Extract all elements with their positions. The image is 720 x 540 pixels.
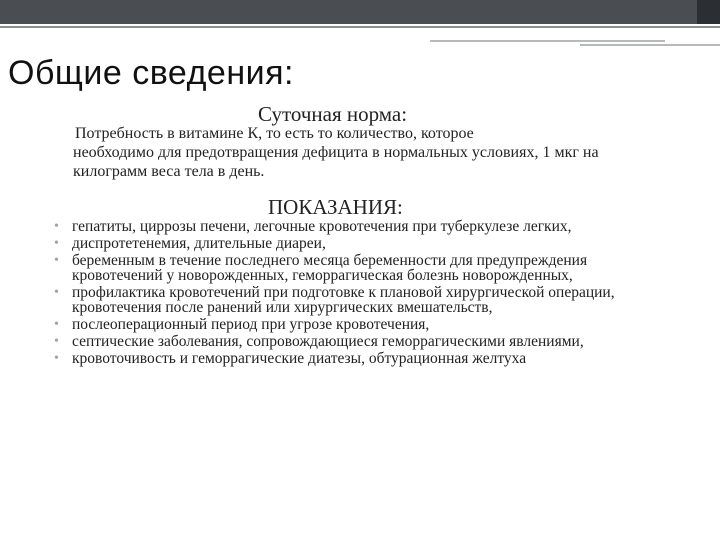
top-bar-corner <box>697 0 720 24</box>
bullet-icon: • <box>54 334 59 349</box>
list-item-text: гепатиты, циррозы печени, легочные кровотечения при туберкулезе легких, <box>72 218 572 235</box>
top-rule <box>0 26 720 28</box>
daily-norm-paragraph <box>73 124 633 181</box>
list-item <box>52 236 662 251</box>
list-item-text: беременным в течение последнего месяца беременности для предупреждения кровотечений у новорожденных, геморрагическая болезнь новорожденных, <box>72 252 588 284</box>
accent-line-1 <box>430 40 665 42</box>
list-item-text: профилактика кровотечений при подготовке к плановой хирургической операции, кровотечения после ранений или хирургических вмешательств, <box>72 284 615 316</box>
indications-heading: ПОКАЗАНИЯ: <box>268 195 403 219</box>
top-bar <box>0 0 720 24</box>
bullet-icon: • <box>54 285 59 300</box>
list-item-text: кровоточивость и геморрагические диатезы, обтурационная желтуха <box>72 350 527 367</box>
list-item <box>52 285 662 315</box>
list-item <box>52 351 662 366</box>
list-item-text: диспротетенемия, длительные диареи, <box>72 235 326 252</box>
accent-line-2 <box>580 44 720 46</box>
bullet-icon: • <box>54 253 59 268</box>
list-item-text: послеоперационный период при угрозе кровотечения, <box>72 316 430 333</box>
paragraph-line-1: Потребность в витамине К, то есть то количество, которое <box>75 125 474 142</box>
bullet-icon: • <box>54 351 59 366</box>
paragraph-rest: необходимо для предотвращения дефицита в нормальных условиях, 1 мкг на килограмм веса тела в день. <box>73 144 599 180</box>
list-item <box>52 317 662 332</box>
daily-norm-heading: Суточная норма: <box>258 102 408 126</box>
list-item-text: септические заболевания, сопровождающиеся геморрагическими явлениями, <box>72 333 584 350</box>
list-item <box>52 334 662 349</box>
bullet-icon: • <box>54 219 59 234</box>
slide-title: Общие сведения: <box>8 54 294 92</box>
bullet-icon: • <box>54 236 59 251</box>
bullet-icon: • <box>54 317 59 332</box>
indications-list <box>52 219 662 368</box>
list-item <box>52 253 662 283</box>
list-item <box>52 219 662 234</box>
